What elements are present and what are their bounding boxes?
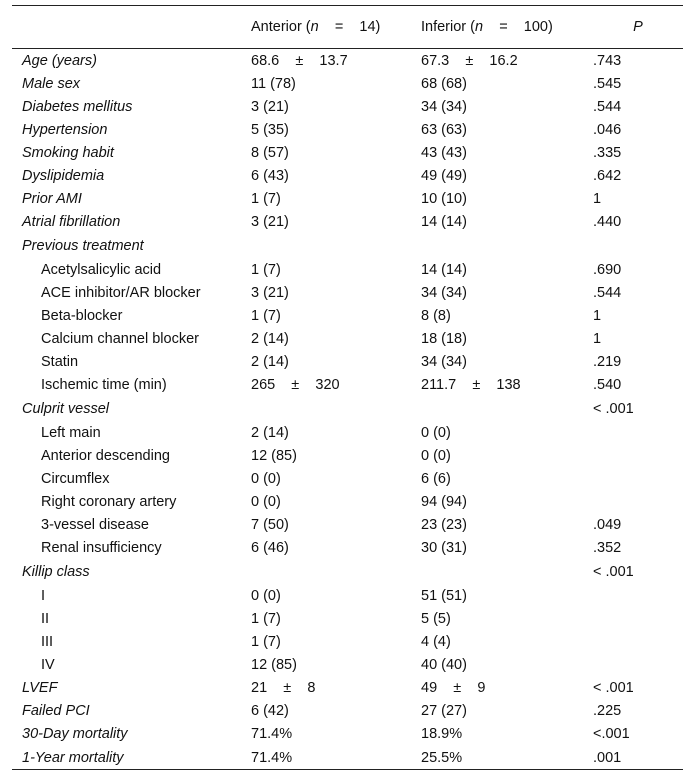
- inferior-value: 10 (10): [421, 191, 467, 208]
- table-row: [12, 281, 683, 304]
- row-label: Renal insufficiency: [41, 540, 162, 557]
- row-label: Hypertension: [22, 121, 108, 138]
- row-label: Prior AMI: [22, 191, 82, 208]
- anterior-value: 6 (42): [251, 703, 289, 720]
- inferior-value: 34 (34): [421, 354, 467, 371]
- baseline-characteristics-table: [12, 5, 683, 770]
- table-header-row: [12, 6, 683, 49]
- row-label: Culprit vessel: [22, 401, 110, 418]
- p-value: .049: [593, 517, 622, 534]
- p-value: [593, 491, 683, 514]
- inferior-value: 34 (34): [421, 284, 467, 301]
- inferior-value: 51 (51): [421, 587, 467, 604]
- inferior-value: 4 (4): [421, 634, 451, 651]
- inferior-value: 18 (18): [421, 331, 467, 348]
- row-label: Failed PCI: [22, 703, 90, 720]
- table-row: [12, 164, 683, 187]
- p-value: .001: [593, 746, 683, 770]
- anterior-value: 3 (21): [251, 284, 289, 301]
- anterior-value: 1 (7): [251, 261, 281, 278]
- inferior-value: 49 (49): [421, 168, 467, 185]
- row-label: Atrial fibrillation: [22, 214, 121, 231]
- table-row: [12, 468, 683, 491]
- table-row: [12, 560, 683, 585]
- inferior-value: [421, 397, 593, 422]
- anterior-value: 7 (50): [251, 517, 289, 534]
- p-value: < .001: [593, 680, 634, 697]
- table-row: [12, 421, 683, 444]
- table-row: [12, 537, 683, 560]
- anterior-value: 2 (14): [251, 331, 289, 348]
- anterior-value: 1 (7): [251, 307, 281, 324]
- p-value: .642: [593, 168, 622, 185]
- inferior-value: 67.3 ± 16.2: [421, 52, 518, 69]
- row-label: IV: [41, 657, 55, 674]
- p-value: .219: [593, 354, 622, 371]
- header-inferior: Inferior (n = 100): [421, 6, 593, 49]
- p-value: [593, 654, 683, 677]
- inferior-value: 5 (5): [421, 611, 451, 628]
- inferior-value: 23 (23): [421, 517, 467, 534]
- inferior-value: 25.5%: [421, 746, 593, 770]
- row-label: III: [41, 634, 54, 651]
- table-row: [12, 444, 683, 467]
- table-row: [12, 700, 683, 723]
- p-value: .225: [593, 703, 622, 720]
- anterior-value: 71.4%: [251, 746, 421, 770]
- p-value: [593, 631, 683, 654]
- row-label: 30-Day mortality: [22, 726, 128, 743]
- row-label: 1-Year mortality: [12, 746, 251, 770]
- inferior-value: 94 (94): [421, 494, 467, 511]
- table-row: [12, 188, 683, 211]
- anterior-value: 8 (57): [251, 144, 289, 161]
- table-row: [12, 607, 683, 630]
- table-row: [12, 72, 683, 95]
- row-label: Male sex: [22, 75, 81, 92]
- anterior-value: 5 (35): [251, 121, 289, 138]
- table-row: [12, 211, 683, 234]
- p-value: [593, 234, 683, 259]
- table-row: [12, 351, 683, 374]
- row-label: Smoking habit: [22, 144, 114, 161]
- table-row: [12, 49, 683, 73]
- p-value: .335: [593, 144, 622, 161]
- row-label: Right coronary artery: [41, 494, 177, 511]
- table-row: [12, 746, 683, 770]
- data-table-container: [12, 5, 683, 770]
- row-label: Previous treatment: [22, 238, 144, 254]
- header-p-value: P: [593, 6, 683, 49]
- anterior-value: 11 (78): [251, 75, 296, 92]
- row-label: I: [41, 587, 46, 604]
- p-value: [593, 468, 683, 491]
- p-value: 1: [593, 307, 602, 324]
- row-label: Acetylsalicylic acid: [41, 261, 162, 278]
- table-row: [12, 118, 683, 141]
- anterior-value: 12 (85): [251, 657, 297, 674]
- header-variable: [12, 6, 251, 49]
- row-label: ACE inhibitor/AR blocker: [41, 284, 201, 301]
- anterior-value: 3 (21): [251, 214, 289, 231]
- anterior-value: 265 ± 320: [251, 377, 340, 394]
- table-row: [12, 234, 683, 259]
- p-value: 1: [593, 331, 602, 348]
- inferior-value: [421, 560, 593, 585]
- row-label: Ischemic time (min): [41, 377, 167, 394]
- p-value: < .001: [593, 564, 634, 581]
- inferior-value: 6 (6): [421, 471, 451, 488]
- anterior-value: 1 (7): [251, 634, 281, 651]
- anterior-value: 6 (46): [251, 540, 289, 557]
- row-label: 3-vessel disease: [41, 517, 149, 534]
- anterior-value: 71.4%: [251, 726, 293, 743]
- table-row: [12, 677, 683, 700]
- inferior-value: 40 (40): [421, 657, 467, 674]
- anterior-value: 0 (0): [251, 587, 281, 604]
- table-row: [12, 258, 683, 281]
- row-label: Circumflex: [41, 471, 110, 488]
- inferior-value: 14 (14): [421, 261, 467, 278]
- p-value: 1: [593, 191, 602, 208]
- p-value: [593, 444, 683, 467]
- row-label: Calcium channel blocker: [41, 331, 199, 348]
- p-value: .690: [593, 261, 622, 278]
- p-value: .544: [593, 284, 622, 301]
- anterior-value: 2 (14): [251, 354, 289, 371]
- p-value: .540: [593, 377, 622, 394]
- row-label: Anterior descending: [41, 447, 170, 464]
- table-row: [12, 723, 683, 746]
- anterior-value: 1 (7): [251, 191, 281, 208]
- table-row: [12, 95, 683, 118]
- anterior-value: [251, 397, 421, 422]
- p-value: [593, 421, 683, 444]
- table-row: [12, 514, 683, 537]
- anterior-value: 0 (0): [251, 494, 281, 511]
- inferior-value: 49 ± 9: [421, 680, 486, 697]
- inferior-value: 8 (8): [421, 307, 451, 324]
- p-value: .046: [593, 121, 622, 138]
- inferior-value: 68 (68): [421, 75, 467, 92]
- row-label: Age (years): [22, 52, 97, 69]
- p-value: [593, 607, 683, 630]
- header-anterior: Anterior (n = 14): [251, 6, 421, 49]
- table-row: [12, 304, 683, 327]
- row-label: LVEF: [22, 680, 58, 697]
- anterior-value: 2 (14): [251, 424, 289, 441]
- inferior-value: 30 (31): [421, 540, 467, 557]
- table-row: [12, 374, 683, 397]
- row-label: Dyslipidemia: [22, 168, 105, 185]
- row-label: Left main: [41, 424, 101, 441]
- inferior-value: 43 (43): [421, 144, 467, 161]
- table-row: [12, 397, 683, 422]
- p-value: .440: [593, 214, 622, 231]
- table-row: [12, 491, 683, 514]
- table-row: [12, 584, 683, 607]
- p-value: .352: [593, 540, 622, 557]
- inferior-value: 211.7 ± 138: [421, 377, 521, 394]
- inferior-value: 27 (27): [421, 703, 467, 720]
- row-label: Diabetes mellitus: [22, 98, 133, 115]
- p-value: <.001: [593, 726, 630, 743]
- inferior-value: 63 (63): [421, 121, 467, 138]
- table-row: [12, 328, 683, 351]
- row-label: II: [41, 611, 50, 628]
- p-value: .545: [593, 75, 622, 92]
- inferior-value: 0 (0): [421, 424, 451, 441]
- anterior-value: 68.6 ± 13.7: [251, 52, 348, 69]
- p-value: .743: [593, 52, 622, 69]
- anterior-value: [251, 560, 421, 585]
- table-row: [12, 631, 683, 654]
- row-label: Killip class: [22, 564, 90, 581]
- table-row: [12, 141, 683, 164]
- p-value: < .001: [593, 401, 634, 418]
- p-value: .544: [593, 98, 622, 115]
- table-body: [12, 49, 683, 770]
- anterior-value: [251, 234, 421, 259]
- anterior-value: 0 (0): [251, 471, 281, 488]
- inferior-value: [421, 234, 593, 259]
- inferior-value: 0 (0): [421, 447, 451, 464]
- row-label: Statin: [41, 354, 79, 371]
- inferior-value: 34 (34): [421, 98, 467, 115]
- p-value: [593, 584, 683, 607]
- anterior-value: 12 (85): [251, 447, 297, 464]
- inferior-value: 18.9%: [421, 726, 463, 743]
- table-row: [12, 654, 683, 677]
- anterior-value: 3 (21): [251, 98, 289, 115]
- row-label: Beta-blocker: [41, 307, 123, 324]
- inferior-value: 14 (14): [421, 214, 467, 231]
- anterior-value: 6 (43): [251, 168, 289, 185]
- anterior-value: 1 (7): [251, 611, 281, 628]
- anterior-value: 21 ± 8: [251, 680, 316, 697]
